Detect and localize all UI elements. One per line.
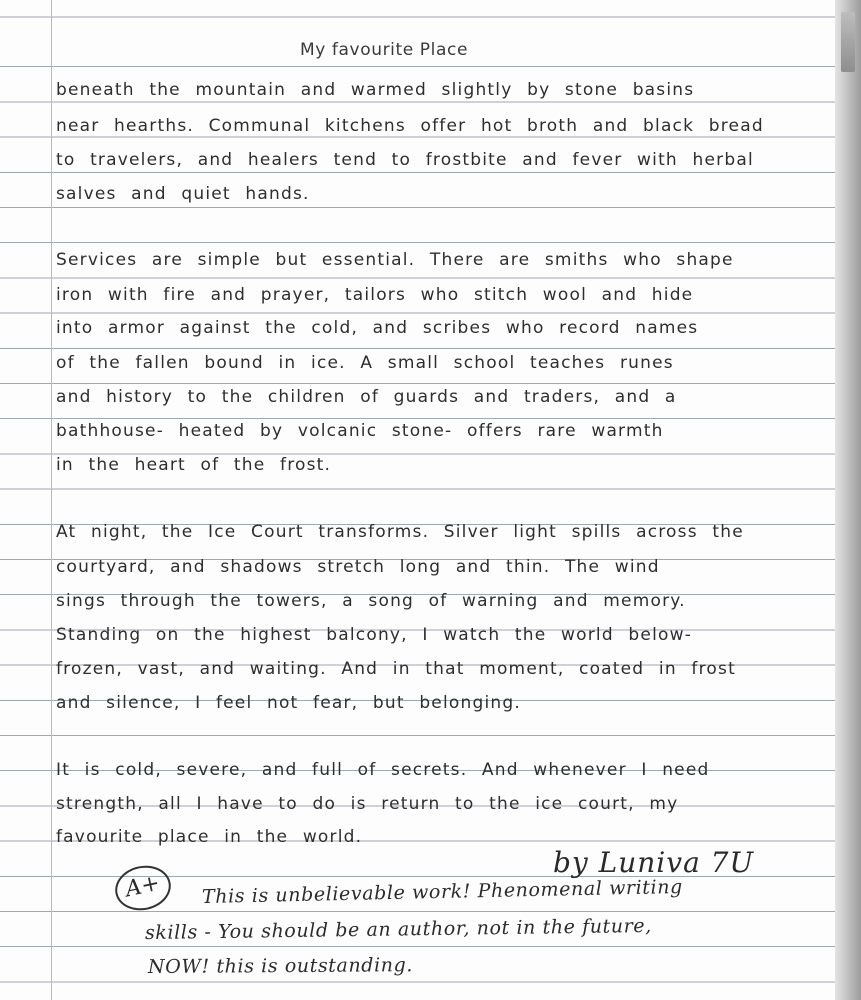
essay-line: beneath the mountain and warmed slightly by stone basins bbox=[56, 80, 695, 100]
essay-line: iron with fire and prayer, tailors who stitch wool and hide bbox=[56, 285, 694, 305]
essay-line: sings through the towers, a song of warning and memory. bbox=[56, 591, 686, 611]
essay-line: salves and quiet hands. bbox=[56, 184, 310, 204]
essay-line: strength, all I have to do is return to the ice court, my bbox=[56, 794, 679, 814]
grade-mark: A+ bbox=[123, 870, 163, 903]
binder-clip-shadow bbox=[841, 12, 855, 72]
essay-line: of the fallen bound in ice. A small school teaches runes bbox=[56, 353, 674, 373]
margin-line bbox=[51, 0, 52, 1000]
author-signature: by Luniva 7U bbox=[553, 846, 755, 879]
essay-line: favourite place in the world. bbox=[56, 827, 363, 847]
essay-line: and silence, I feel not fear, but belonging. bbox=[56, 693, 521, 713]
page-edge-shadow bbox=[835, 0, 861, 1000]
grade-circle bbox=[111, 861, 175, 916]
essay-line: and history to the children of guards and traders, and a bbox=[56, 387, 677, 407]
essay-line: near hearths. Communal kitchens offer hot broth and black bread bbox=[56, 116, 764, 136]
essay-line: to travelers, and healers tend to frostbite and fever with herbal bbox=[56, 150, 754, 170]
essay-line: Standing on the highest balcony, I watch the world below- bbox=[56, 625, 693, 645]
essay-line: in the heart of the frost. bbox=[56, 455, 332, 475]
essay-line: into armor against the cold, and scribes who record names bbox=[56, 318, 699, 338]
page-title: My favourite Place bbox=[300, 40, 469, 60]
essay-line: courtyard, and shadows stretch long and thin. The wind bbox=[56, 557, 660, 577]
teacher-comment-line: This is unbelievable work! Phenomenal writing bbox=[201, 875, 684, 908]
essay-line: Services are simple but essential. There are smiths who shape bbox=[56, 250, 734, 270]
essay-line: bathhouse- heated by volcanic stone- offers rare warmth bbox=[56, 421, 664, 441]
teacher-comment-line: skills - You should be an author, not in the future, bbox=[144, 914, 652, 944]
essay-line: At night, the Ice Court transforms. Silver light spills across the bbox=[56, 522, 744, 542]
teacher-comment-line: NOW! this is outstanding. bbox=[147, 954, 414, 978]
essay-line: It is cold, severe, and full of secrets. And whenever I need bbox=[56, 760, 710, 780]
essay-line: frozen, vast, and waiting. And in that moment, coated in frost bbox=[56, 659, 736, 679]
